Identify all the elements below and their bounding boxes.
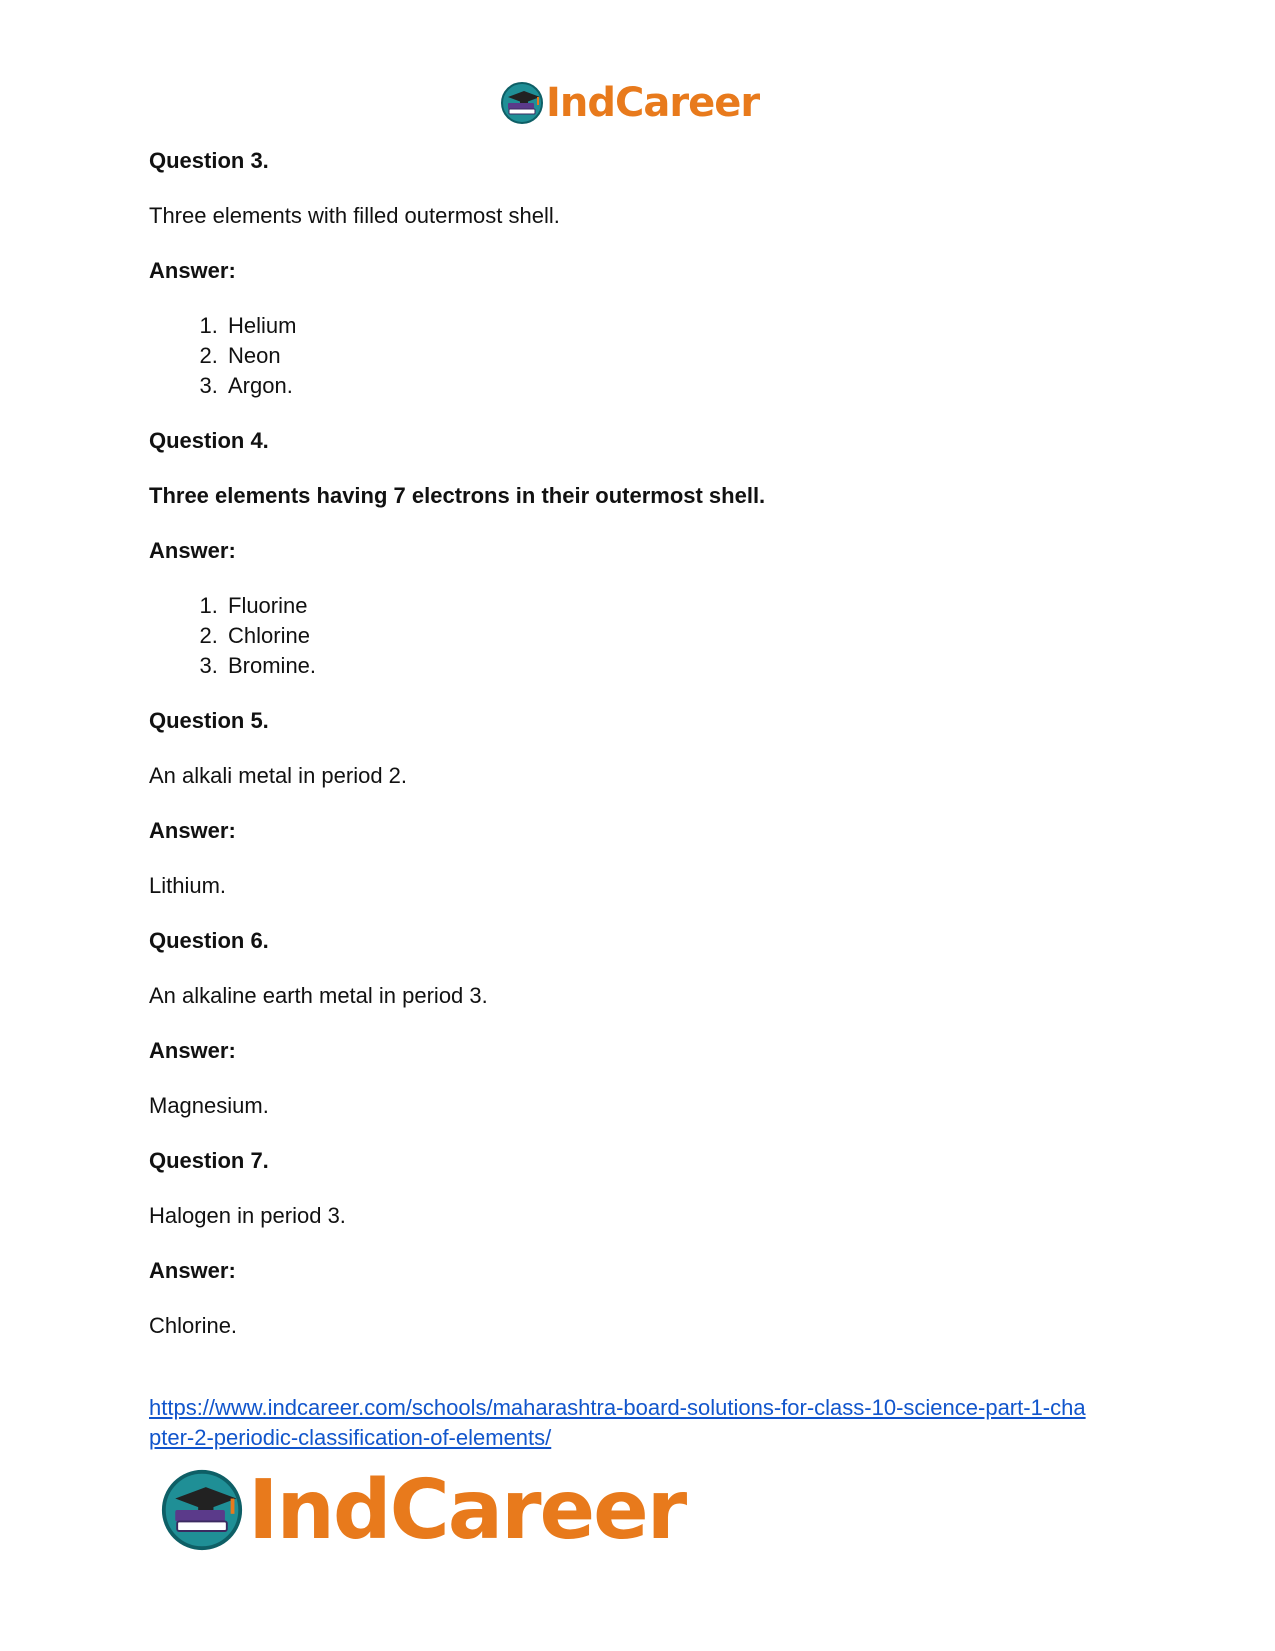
answer-label: Answer:	[149, 258, 236, 283]
logo-wordmark: IndCareer	[248, 1462, 686, 1558]
answer-label: Answer:	[149, 1038, 236, 1063]
question-prompt: An alkali metal in period 2.	[149, 763, 408, 788]
source-link[interactable]	[149, 1395, 1086, 1450]
question-heading: Question 5.	[149, 708, 269, 733]
source-link-block	[149, 1393, 1149, 1453]
list-item: 3. Bromine.	[224, 651, 1149, 681]
list-item: 1. Helium	[224, 311, 1149, 341]
list-item: 3. Argon.	[224, 371, 1149, 401]
source-link-line-2: pter-2-periodic-classification-of-elements/	[149, 1425, 552, 1450]
list-item: 2. Neon	[224, 341, 1149, 371]
answer-text: Magnesium.	[149, 1093, 269, 1118]
question-heading: Question 6.	[149, 928, 269, 953]
source-link-line-1: https://www.indcareer.com/schools/maharashtra-board-solutions-for-class-10-science-part-1-cha	[149, 1395, 1086, 1420]
list-item: 1. Fluorine	[224, 591, 1149, 621]
question-prompt: Halogen in period 3.	[149, 1203, 346, 1228]
answer-text: Chlorine.	[149, 1313, 238, 1338]
answer-label: Answer:	[149, 1258, 236, 1283]
answer-list	[149, 311, 1149, 401]
question-heading: Question 3.	[149, 148, 269, 173]
list-item: 2. Chlorine	[224, 621, 1149, 651]
question-prompt: Three elements having 7 electrons in their outermost shell.	[149, 483, 766, 508]
footer-logo	[160, 1462, 700, 1558]
header-logo	[500, 80, 770, 126]
logo-wordmark: IndCareer	[546, 80, 760, 126]
question-prompt: Three elements with filled outermost shell.	[149, 203, 560, 228]
answer-label: Answer:	[149, 538, 236, 563]
answer-text: Lithium.	[149, 873, 227, 898]
answer-list	[149, 591, 1149, 681]
graduation-cap-books-emblem-icon	[500, 81, 544, 125]
question-prompt: An alkaline earth metal in period 3.	[149, 983, 488, 1008]
qa-content	[149, 146, 1149, 1366]
question-heading: Question 4.	[149, 428, 269, 453]
graduation-cap-books-emblem-icon	[160, 1468, 244, 1552]
question-heading: Question 7.	[149, 1148, 269, 1173]
answer-label: Answer:	[149, 818, 236, 843]
